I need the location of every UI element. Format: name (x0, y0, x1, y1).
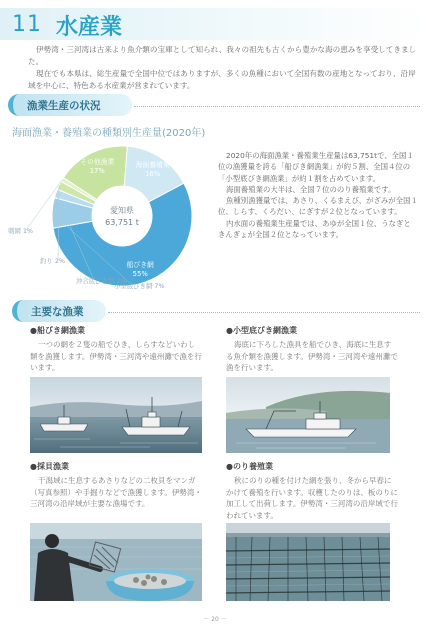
fishery-title-kogata-sokobiki: ●小型底びき網漁業 (226, 326, 297, 335)
section-divider (108, 312, 420, 313)
pie-value-6: 16% (145, 170, 161, 179)
analysis-paragraph-4: 内水面の養殖業生産量では、あゆが全国１位、うなぎときんぎょが全国２位となっています。 (218, 218, 411, 240)
section-heading-fisheries: 主要な漁業 (12, 300, 106, 322)
fishery-title-nori: ●のり養殖業 (226, 462, 273, 471)
pie-label-2: 沖合底びき網 2% (76, 277, 127, 285)
pie-value-0: 55% (132, 269, 148, 278)
photo-sokobiki-boat (226, 377, 390, 453)
page-number: － 20 － (203, 616, 227, 623)
pie-label-0: 船びき網 (126, 260, 154, 269)
chart-title: 海面漁業・養殖業の種類別生産量(2020年) (12, 128, 206, 139)
photo-nori-farm (226, 523, 390, 601)
photo-clam-digging (30, 523, 202, 601)
fishery-title-funabiki: ●船びき網漁業 (30, 326, 85, 335)
pie-label-3: 釣り 2% (40, 257, 65, 265)
intro-text (28, 44, 420, 92)
intro-paragraph-1: 伊勢湾・三河湾は古来より魚介類の宝庫として知られ、我々の祖先も古くから豊かな海の恵みを享受してきました。 (28, 45, 417, 66)
intro-paragraph-2: 現在でも本県は、総生産量で全国中位ではありますが、多くの魚種において全国有数の産地となっており、沿岸域を中心に、特色ある水産業が営まれています。 (28, 69, 416, 90)
pie-label-1: 小型底びき網 7% (114, 282, 165, 290)
fishery-desc-kogata-sokobiki: 海底に下ろした漁具を船でひき、海底に生息する魚介類を漁獲します。伊勢湾・三河湾や遠州灘で漁を行います。 (226, 340, 398, 372)
analysis-paragraph-2: 海面養殖業の大半は、全国７位ののり養殖業です。 (226, 184, 396, 194)
pie-value-5: 17% (89, 166, 105, 175)
pie-label-4: 刺網 1% (8, 227, 33, 235)
pie-center-label: 愛知県 (110, 206, 134, 215)
page-title: 水産業 (56, 15, 123, 40)
analysis-text (218, 150, 418, 240)
pie-label-6: 海面養殖業 (135, 161, 170, 170)
analysis-paragraph-1: 2020年の海面漁業・養殖業生産量は63,751tで、全国１位の漁獲量を誇る「船びき網漁業」が約５割、全国４位の「小型底びき網漁業」が約１割を占めています。 (218, 151, 414, 183)
photo-funabiki-boats (30, 377, 202, 453)
chapter-number: 11 (12, 12, 42, 37)
fishery-desc-funabiki: 一つの網を２隻の船でひき、しらすなどいわし類を漁獲します。伊勢湾・三河湾や遠州灘で漁を行います。 (30, 340, 202, 372)
pie-label-5: その他漁業 (80, 157, 115, 166)
pie-center-value: 63,751 t (105, 218, 139, 227)
fishery-desc-nori: 秋にのりの種を付けた網を張り、冬から早春にかけて養殖を行います。収穫したのりは、板のりに加工して出荷します。伊勢湾・三河湾の沿岸域で行われています。 (226, 476, 398, 520)
pie-chart (0, 138, 215, 303)
section-divider (134, 106, 420, 107)
section-heading-status: 漁業生産の状況 (8, 94, 132, 116)
analysis-paragraph-3: 魚種別漁獲量では、あさり、くるまえび、がざみが全国１位、しらす、くろだい、にぎすが２位となっています。 (218, 196, 418, 217)
fishery-title-saikai: ●採貝漁業 (30, 462, 69, 471)
fishery-desc-saikai: 干潟域に生息するあさりなどの二枚貝をマンガ（写真参照）や手掘りなどで漁獲します。伊勢湾・三河湾の沿岸域が主要な漁場です。 (30, 476, 202, 508)
